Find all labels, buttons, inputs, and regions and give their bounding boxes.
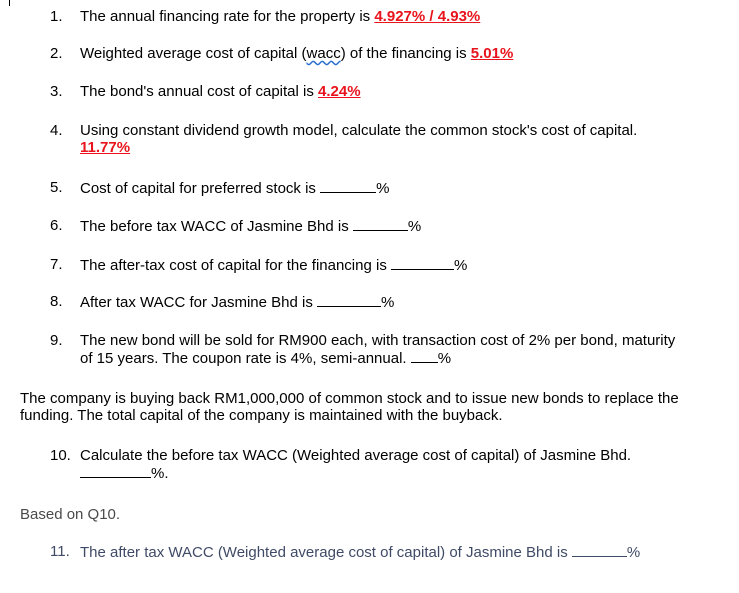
question-number: 8. bbox=[50, 293, 63, 310]
buyback-paragraph: The company is buying back RM1,000,000 of common stock and to issue new bonds to replace the funding. The total capital of the company is maintained with the buyback. bbox=[20, 390, 679, 424]
answer-value: 4.927% / 4.93% bbox=[374, 8, 481, 25]
question-text: Cost of capital for preferred stock is % bbox=[80, 180, 390, 197]
question-number: 3. bbox=[50, 83, 63, 100]
question-text: The after-tax cost of capital for the financing is % bbox=[80, 257, 468, 274]
question-text: Using constant dividend growth model, calculate the common stock's cost of capital. 11.77% bbox=[80, 122, 638, 156]
question-number: 11. bbox=[50, 543, 70, 560]
answer-blank[interactable] bbox=[391, 256, 454, 270]
question-text: Weighted average cost of capital (wacc) of the financing is 5.01% bbox=[80, 45, 514, 62]
question-text: The before tax WACC of Jasmine Bhd is % bbox=[80, 218, 422, 235]
question-text: The bond's annual cost of capital is 4.24% bbox=[80, 83, 361, 100]
question-number: 10. bbox=[50, 447, 71, 464]
answer-blank[interactable] bbox=[353, 217, 408, 231]
text-cursor bbox=[9, 0, 10, 6]
question-1-text: The annual financing rate for the property is bbox=[80, 8, 375, 25]
answer-blank[interactable] bbox=[411, 349, 438, 363]
question-number: 9. bbox=[50, 332, 63, 349]
question-number: 1. bbox=[50, 8, 63, 25]
question-text bbox=[80, 8, 720, 25]
question-number: 6. bbox=[50, 217, 63, 234]
question-text: The after tax WACC (Weighted average cost of capital) of Jasmine Bhd is % bbox=[80, 544, 641, 561]
answer-value: 11.77% bbox=[80, 139, 131, 156]
based-on-note: Based on Q10. bbox=[20, 506, 121, 523]
answer-blank[interactable] bbox=[80, 464, 151, 478]
answer-blank[interactable] bbox=[320, 179, 376, 193]
answer-value: 5.01% bbox=[470, 45, 514, 62]
question-number: 5. bbox=[50, 179, 63, 196]
answer-blank[interactable] bbox=[572, 543, 627, 557]
question-text: Calculate the before tax WACC (Weighted average cost of capital) of Jasmine Bhd.%. bbox=[80, 447, 632, 482]
spellcheck-word: wacc bbox=[306, 45, 341, 62]
question-number: 7. bbox=[50, 256, 63, 273]
question-text: The new bond will be sold for RM900 each, with transaction cost of 2% per bond, maturity of 15 years. The coupon rate is 4%, semi-annual. % bbox=[80, 332, 676, 367]
answer-blank[interactable] bbox=[317, 293, 381, 307]
answer-value: 4.24% bbox=[318, 83, 361, 100]
question-number: 4. bbox=[50, 122, 63, 139]
question-number: 2. bbox=[50, 45, 63, 62]
question-text: After tax WACC for Jasmine Bhd is % bbox=[80, 294, 395, 311]
